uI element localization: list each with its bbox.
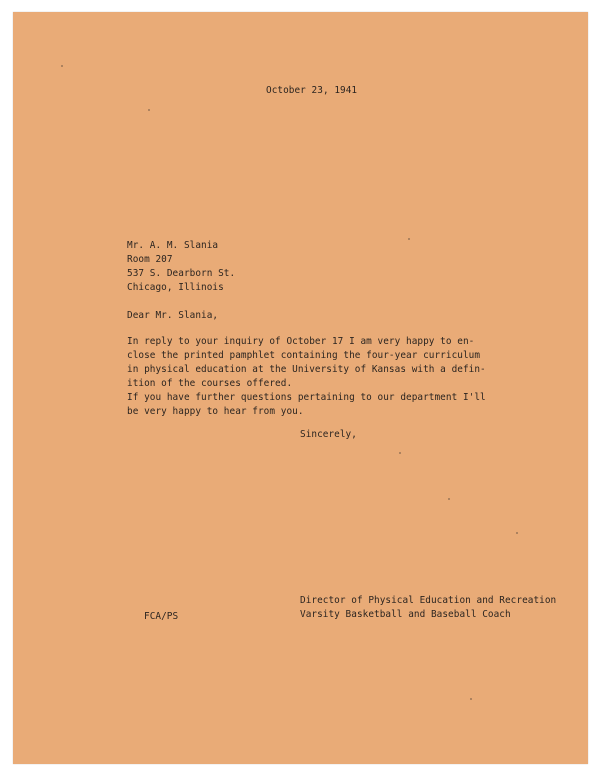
- letter-date: October 23, 1941: [266, 85, 358, 96]
- body-line: in physical education at the University of Kansas with a defin-: [127, 364, 486, 375]
- addressee-street: 537 S. Dearborn St.: [127, 268, 236, 279]
- paper-speck: [399, 452, 401, 454]
- addressee-room: Room 207: [127, 254, 173, 265]
- body-line: In reply to your inquiry of October 17 I am very happy to en-: [127, 336, 475, 347]
- paper-speck: [470, 698, 472, 700]
- body-line: If you have further questions pertaining to our department I'll: [127, 392, 486, 403]
- paper-speck: [408, 238, 410, 240]
- body-line: ition of the courses offered.: [127, 378, 293, 389]
- closing: Sincerely,: [300, 429, 357, 440]
- signature-subtitle: Varsity Basketball and Baseball Coach: [300, 609, 511, 620]
- letter-page: [13, 12, 588, 764]
- body-line: close the printed pamphlet containing the four-year curriculum: [127, 350, 481, 361]
- signature-title: Director of Physical Education and Recreation: [300, 595, 557, 606]
- paper-speck: [516, 532, 518, 534]
- salutation: Dear Mr. Slania,: [127, 310, 219, 321]
- addressee-name: Mr. A. M. Slania: [127, 240, 219, 251]
- reference-initials: FCA/PS: [144, 611, 179, 622]
- paper-speck: [61, 65, 63, 67]
- addressee-city: Chicago, Illinois: [127, 282, 224, 293]
- paper-speck: [448, 498, 450, 500]
- body-line: be very happy to hear from you.: [127, 406, 304, 417]
- paper-speck: [148, 109, 150, 111]
